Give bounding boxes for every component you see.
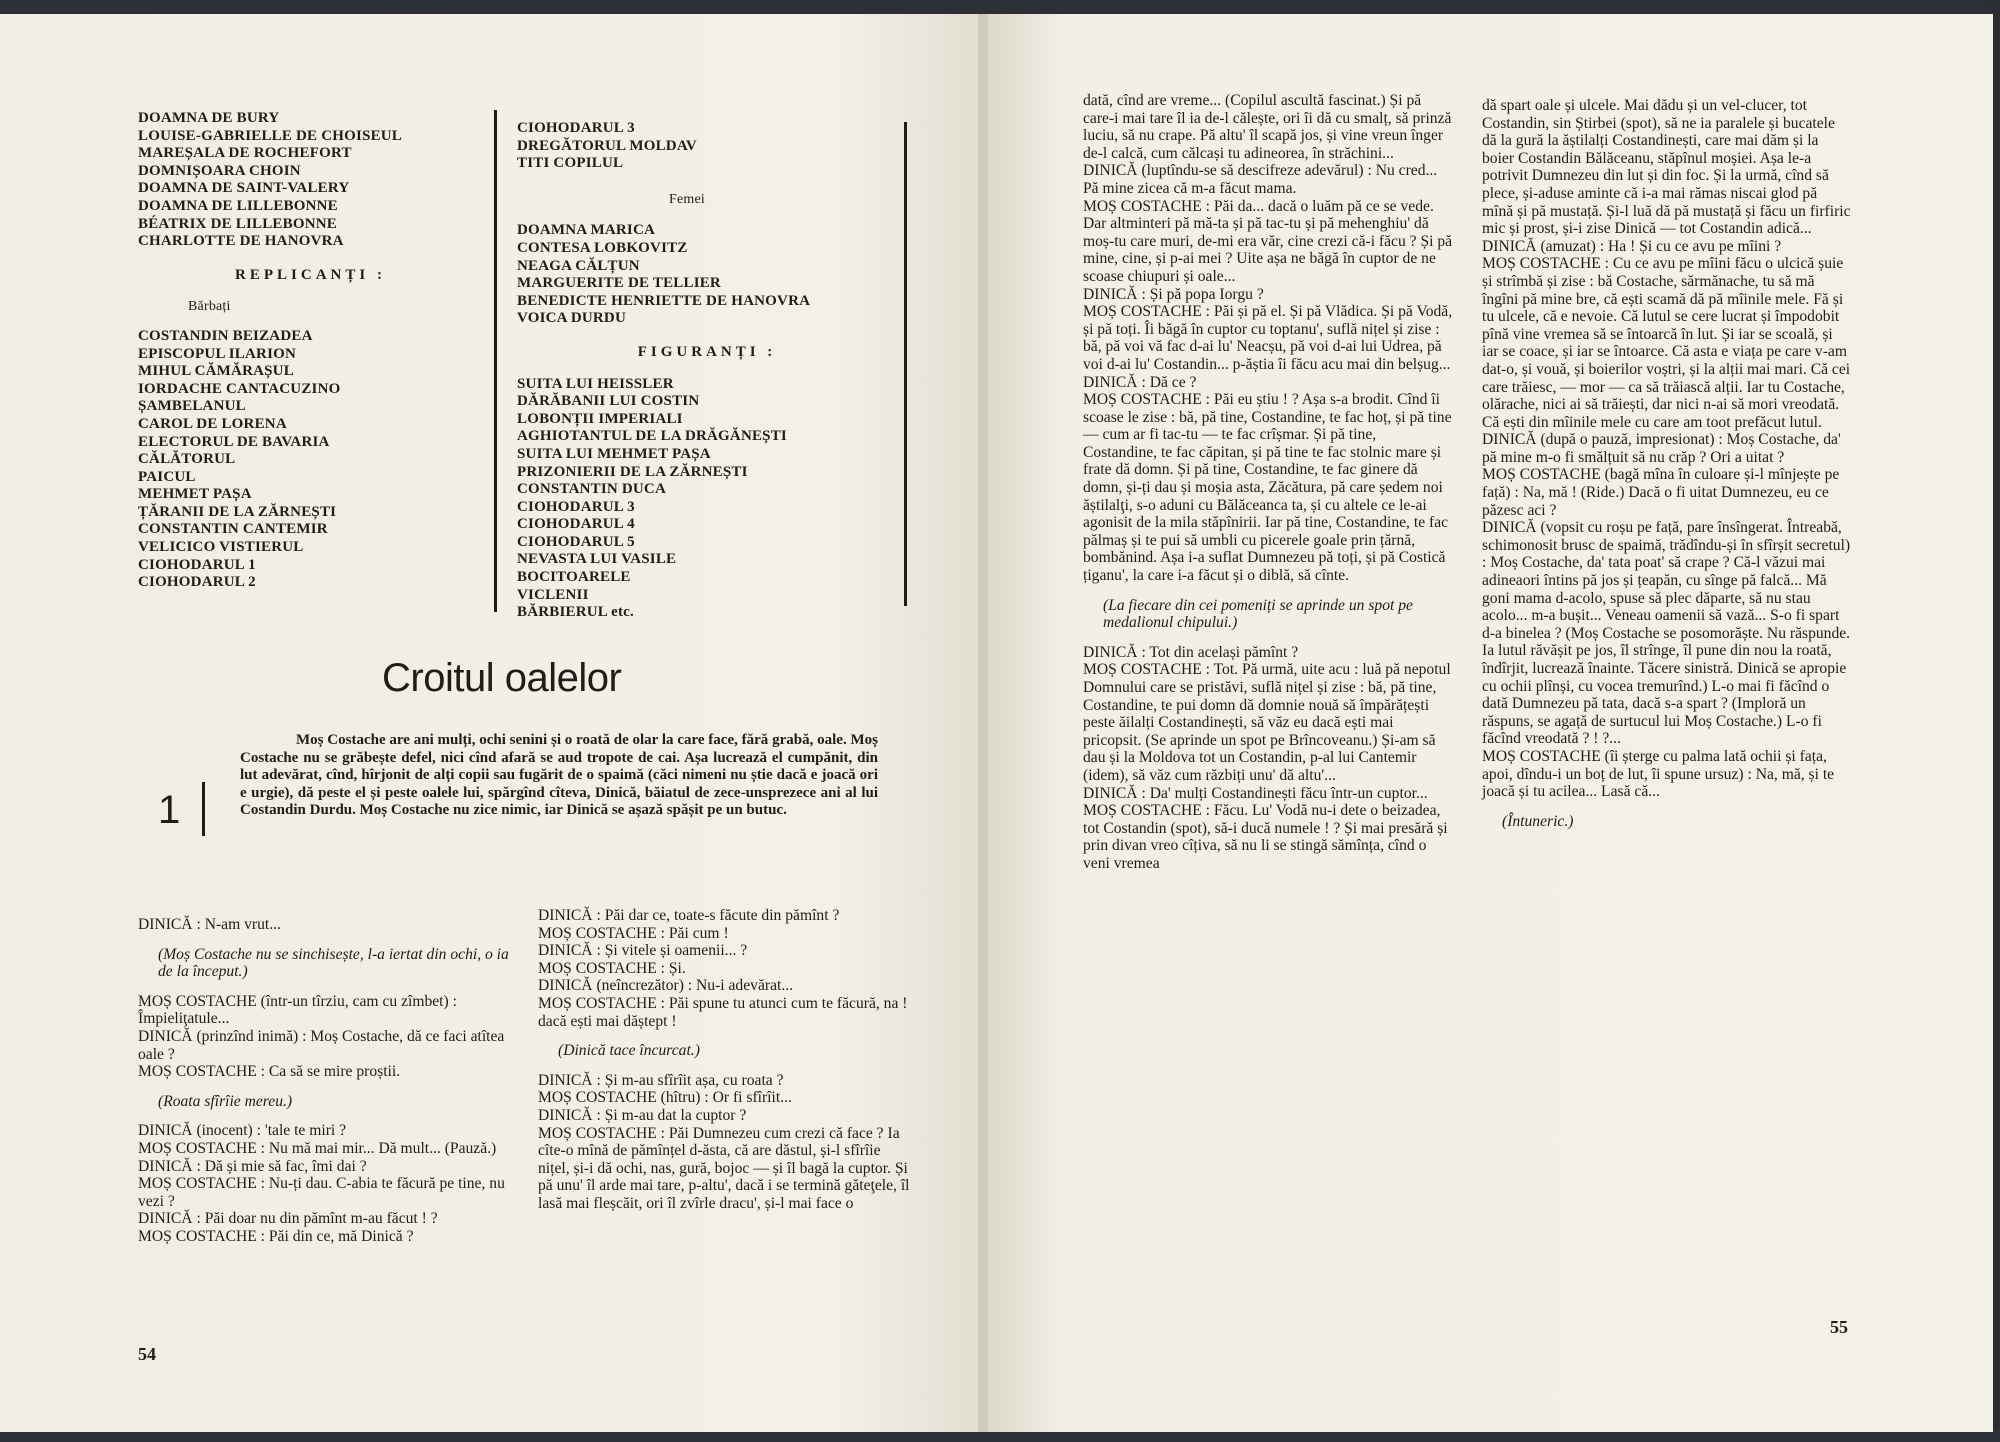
dialog-line: dată, cînd are vreme... (Copilul ascultă fascinat.) Și pă care-i mai tare îl ia de-l călește, ori îi dă cu smalț, să prinză luciu, să nu crape. Pă altu' îl scapă jos, și vine vreun înger de-l calcă, cum călcași tu adineorea, în străchini... [1083, 92, 1452, 162]
cast-entry: VICLENII [517, 586, 589, 603]
dialog-line: MOȘ COSTACHE : Cu ce avu pe mîini făcu o ulcică șuie și strîmbă și zise : bă Costache, sărmănache, tu să mă îngîni pă mine bre, că ești scamă dă pă mîinile mele. Fă și tu ulcele, că e nevoie. Că lutul se cere lucrat și împodobit pînă vine vremea să se întoarcă în lut. Și iar se scoală, și iar se coace, și iar se întoarce. Că asta e viața pe care v-am dat-o, și vouă, și boierilor voștri, și la alții mai mari. Că cei care trăiesc, — mor — ca să trăiască alții. Iar tu Costache, olărache, nici ai să trăiești, dar nici n-ai să mori vreodată. Că ești din mîinile mele cu care am toot prefăcut lutul. [1482, 255, 1851, 431]
cast-entry: PRIZONIERII DE LA ZĂRNEȘTI [517, 463, 748, 480]
cast-column-2 [517, 120, 897, 622]
cast-entry: NEAGA CĂLȚUN [517, 257, 640, 274]
cast-entry: AGHIOTANTUL DE LA DRĂGĂNEȘTI [517, 428, 787, 445]
cast-entry: CIOHODARUL 4 [517, 516, 635, 533]
replicanti-heading: REPLICANȚI : [235, 266, 386, 283]
cast-list-femei [517, 222, 897, 328]
dialog-line: MOȘ COSTACHE : Făcu. Lu' Vodă nu-i dete o beizadea, tot Costandin (spot), să-i ducă numele ! ? Și mai presără și prin divan vreo cîțiva, să nu li se stingă sămînța, cînd o veni vremea [1083, 802, 1448, 872]
cast-entry: IORDACHE CANTACUZINO [138, 380, 341, 397]
cast-right-rule [904, 122, 907, 606]
scene-number: 1 [158, 788, 181, 832]
stage-direction: (La fiecare din cei pomeniți se aprinde un spot pe medalionul chipului.) [1103, 596, 1413, 632]
figuranti-heading: FIGURANȚI : [637, 343, 777, 360]
dialog-line: MOȘ COSTACHE (hîtru) : Or fi sfîrîit... [538, 1089, 792, 1107]
cast-entry: DOAMNA DE BURY [138, 110, 280, 126]
cast-entry: COSTANDIN BEIZADEA [138, 327, 313, 344]
dialog-line: DINICĂ : Dă și mie să fac, îmi dai ? [138, 1157, 367, 1175]
cast-column-1 [138, 110, 483, 592]
dialog-line: MOȘ COSTACHE : Păi da... dacă o luăm pă ce se vede. Dar altminteri pă mă-ta și pă tac-tu și pă mehenghiu' dă moș-tu care muri, de-mi era văr, cine crezi că-i făcu ? Și pă mine, cine, și p-ai mei ? Uite așa ne băgă în cuptor de ne scoase chiupuri și oale... [1083, 197, 1453, 285]
cast-entry: DOAMNA DE LILLEBONNE [138, 197, 338, 214]
dialog-line: MOȘ COSTACHE : Păi din ce, mă Dinică ? [138, 1227, 414, 1245]
cast-entry: MEHMET PAȘA [138, 486, 252, 503]
cast-entry: CIOHODARUL 3 [517, 498, 635, 515]
dialog-line: DINICĂ : N-am vrut... [138, 916, 281, 933]
right-dialog-column-2 [1482, 97, 1852, 842]
cast-list-figuranti [517, 376, 897, 622]
scene-number-bar [202, 782, 205, 836]
stage-direction: (Dinică tace încurcat.) [558, 1042, 700, 1060]
cast-list-continued [517, 120, 897, 173]
dialog-line: DINICĂ : Și pă popa Iorgu ? [1083, 285, 1264, 303]
cast-entry: MAREȘALA DE ROCHEFORT [138, 145, 352, 162]
stage-direction: (Moș Costache nu se sinchisește, l-a iertat din ochi, o ia de la început.) [158, 945, 509, 981]
cast-entry: PAICUL [138, 468, 196, 485]
dialog-line: DINICĂ : Păi dar ce, toate-s făcute din pămînt ? [538, 907, 840, 924]
cast-entry: CAROL DE LORENA [138, 415, 287, 432]
dialog-line: MOȘ COSTACHE (bagă mîna în culoare și-l mînjește pe față) : Na, mă ! (Ride.) Dacă o fi uitat Dumnezeu, eu ce păzesc aci ? [1482, 466, 1840, 519]
cast-entry: MIHUL CĂMĂRAȘUL [138, 363, 294, 380]
cast-entry: EPISCOPUL ILARION [138, 345, 297, 362]
cast-column-divider [494, 110, 497, 612]
dialog-line: MOȘ COSTACHE : Păi cum ! [538, 924, 729, 942]
cast-entry: CHARLOTTE DE HANOVRA [138, 233, 344, 250]
dialog-line: MOȘ COSTACHE : Păi și pă el. Și pă Vlădica. Și pă Vodă, și pă toți. Îi băgă în cuptor cu toptanu', suflă nițel și zise : bă, pă voi vă fac d-ai lu' Neacșu, pă voi d-ai lui Udrea, pă voi d-ai lu' Costandin... p-ăștia îi făcu acu mai din belșug... [1083, 303, 1453, 373]
barbati-label: Bărbați [188, 299, 231, 315]
dialog-line: DINICĂ (inocent) : 'tale te miri ? [138, 1122, 347, 1140]
dialog-line: MOȘ COSTACHE (într-un tîrziu, cam cu zîmbet) : Împieliţatule... [138, 992, 457, 1028]
dialog-line: DINICĂ (prinzînd inimă) : Moș Costache, dă ce faci atîtea oale ? [138, 1027, 505, 1063]
cast-entry: DOAMNA MARICA [517, 222, 656, 239]
cast-entry: ȚĂRANII DE LA ZĂRNEȘTI [138, 503, 337, 520]
left-page [0, 14, 982, 1432]
cast-list-barbati [138, 328, 483, 592]
dialog-line: MOȘ COSTACHE : Nu mă mai mir... Dă mult... (Pauză.) [138, 1139, 497, 1157]
dialog-line: MOȘ COSTACHE : Păi eu știu ! ? Așa s-a brodit. Cînd îi scoase le zise : bă, pă tine, Costandine, te fac hoț, și pă tine — cum ar fi tac-tu — te fac crîșmar. Și pă tine, Costandine, te fac căpitan, și pă tine te fac stolnic mare și frate dă domn. Și pă tine, Costandine, te fac ginere dă domn, și-ți dau și moșia asta, Zăcătura, pă care ședem noi ăștilalţi, s-o aduni cu Bălăceanca ta, și cu altele ce le-ai agonisit de la mila stăpînirii. Iar pă tine, Costandine, te fac pălmaș și te pui să umbli cu picerele goale prin țărnă, bombănind. Așa i-a suflat Dumnezeu pă toți, și pă Costică țiganu', la care i-a făcut și o diblă, să cînte. [1083, 391, 1452, 585]
left-dialog-column-1 [138, 916, 510, 1246]
dialog-line: MOȘ COSTACHE : Și. [538, 959, 686, 977]
cast-entry: SUITA LUI MEHMET PAȘA [517, 445, 711, 462]
cast-entry: BÉATRIX DE LILLEBONNE [138, 215, 337, 232]
right-dialog-column-1 [1083, 92, 1453, 873]
cast-entry: CIOHODARUL 3 [517, 120, 635, 136]
dialog-line: MOȘ COSTACHE : Păi Dumnezeu cum crezi că face ? Ia cîte-o mînă de pămînțel d-ăsta, că are dăstul, și-l sfîrîie nițel, și-i dă ochi, nas, gură, bojoc — și îl bagă la cuptor. Și pă unu' îl arde mai tare, p-altu', dacă i se termină găteţele, îl lasă mai fleșcăit, ori îl zvîrle dracu', și-l mai face o [538, 1124, 910, 1212]
dialog-line: MOȘ COSTACHE : Tot. Pă urmă, uite acu : luă pă nepotul Domnului care se pristăvi, suflă nițel și zise : bă, pă tine, Costandine, te pui domn dă domnie nouă să împărățești peste ăilalți Costandinești, să văz eu dacă ești mai pricopsit. (Se aprinde un spot pe Brîncoveanu.) Și-am să dau și la Moldova tot un Costandin, p-al lui Cantemir (idem), să văz cum răzbiți unu' dă altu'... [1083, 661, 1451, 784]
cast-entry: ELECTORUL DE BAVARIA [138, 433, 330, 450]
stage-direction: (Roata sfîrîie mereu.) [158, 1092, 293, 1110]
dialog-line: DINICĂ (amuzat) : Ha ! Și cu ce avu pe mîini ? [1482, 237, 1782, 255]
cast-entry: SUITA LUI HEISSLER [517, 375, 674, 392]
dialog-line: DINICĂ : Dă ce ? [1083, 373, 1197, 391]
cast-entry: CĂLĂTORUL [138, 451, 236, 468]
dialog-line: DINICĂ : Și m-au dat la cuptor ? [538, 1106, 747, 1124]
cast-entry: CONSTANTIN DUCA [517, 481, 666, 498]
dialog-line: MOȘ COSTACHE : Ca să se mire proștii. [138, 1063, 401, 1081]
cast-entry: VOICA DURDU [517, 310, 626, 327]
cast-entry: CIOHODARUL 5 [517, 533, 635, 550]
play-title: Croitul oalelor [382, 656, 622, 700]
dialog-line: DINICĂ (după o pauză, impresionat) : Moș Costache, da' pă mine m-o fi smălțuit să nu crăp ? Ori a uitat ? [1482, 431, 1841, 466]
cast-entry: LOBONȚII IMPERIALI [517, 410, 683, 427]
cast-entry: CIOHODARUL 2 [138, 574, 256, 591]
dialog-line: DINICĂ : Și vitele și oamenii... ? [538, 942, 748, 960]
left-dialog-column-2 [538, 907, 910, 1213]
cast-entry: MARGUERITE DE TELLIER [517, 275, 721, 292]
dialog-line: DINICĂ : Și m-au sfîrîit așa, cu roata ? [538, 1071, 784, 1089]
cast-entry: LOUISE-GABRIELLE DE CHOISEUL [138, 127, 403, 144]
cast-entry: NEVASTA LUI VASILE [517, 551, 677, 568]
scene-intro: Moș Costache are ani mulți, ochi senini și o roată de olar la care face, fără grabă, oale. Moș Costache nu se grăbește defel, nici cînd afară se aud tropote de cai. Așa lucrează el cumpănit, din lut adevărat, cînd, hîrjonit de alți copii sau fugărit de o spaimă (căci nimeni nu știe dacă e joacă ori e urgie), dă peste el și peste oalele lui, spărgînd cîteva, Dinică, băiatul de zece-unsprezece ani al lui Costandin Durdu. Moș Costache nu zice nimic, iar Dinică se așază spășit pe un butuc. [240, 732, 878, 819]
dialog-line: DINICĂ (luptîndu-se să descifreze adevărul) : Nu cred... Pă mine zicea că m-a făcut mama. [1083, 162, 1438, 197]
cast-entry: DOAMNA DE SAINT-VALERY [138, 180, 350, 197]
cast-entry: DREGĂTORUL MOLDAV [517, 137, 697, 154]
femei-label: Femei [669, 191, 705, 207]
dialog-line: DINICĂ (neîncrezător) : Nu-i adevărat... [538, 977, 794, 995]
cast-entry: BOCITOARELE [517, 569, 631, 586]
cast-entry: CIOHODARUL 1 [138, 556, 256, 573]
cast-entry: ȘAMBELANUL [138, 398, 246, 415]
dialog-line: MOȘ COSTACHE (îi șterge cu palma lată ochii și fața, apoi, dîndu-i un boț de lut, îi spune ursuz) : Na, mă, și te joacă și tu acilea... Lasă că... [1482, 747, 1835, 801]
cast-entry: CONSTANTIN CANTEMIR [138, 521, 328, 538]
cast-entry: VELICICO VISTIERUL [138, 539, 304, 556]
dialog-line: dă spart oale și ulcele. Mai dădu și un vel-clucer, tot Costandin, sin Știrbei (spot), să ne ia paralele și bucatele dă la gură la ăștilalți Costandinești, care mai dăm și la boier Costandin Bălăceanu, stăpînul moșiei. Așa le-a potrivit Dumnezeu din lut și din foc. Și la urmă, cînd să plece, și-aduse aminte că i-a mai rămas niscai glod pă mînă și pă mustață. Și-l luă dă pă mustață și făcu un firfiric mic și prost, și-i zise Dinică — tot Costandin adică... [1482, 97, 1851, 238]
cast-entry: DĂRĂBANII LUI COSTIN [517, 393, 700, 410]
dialog-line: MOȘ COSTACHE : Nu-ți dau. C-abia te făcură pe tine, nu vezi ? [138, 1175, 505, 1210]
page-number-right: 55 [1830, 1317, 1848, 1337]
cast-entry: CONTESA LOBKOVITZ [517, 239, 688, 256]
cast-entry: DOMNIȘOARA CHOIN [138, 162, 301, 179]
cast-list-main [138, 110, 483, 251]
dialog-line: DINICĂ : Păi doar nu din pămînt m-au făcut ! ? [138, 1210, 438, 1228]
dialog-line: DINICĂ : Da' mulți Costandinești făcu într-un cuptor... [1083, 784, 1428, 802]
dialog-line: DINICĂ : Tot din același pămînt ? [1083, 643, 1299, 661]
cast-entry: TITI COPILUL [517, 155, 624, 172]
right-page [988, 14, 1993, 1432]
page-number-left: 54 [138, 1344, 156, 1364]
stage-direction: (Întuneric.) [1502, 812, 1574, 830]
dialog-line: MOȘ COSTACHE : Păi spune tu atunci cum te făcură, na ! dacă ești mai dăștept ! [538, 994, 908, 1030]
cast-entry: BĂRBIERUL etc. [517, 604, 634, 621]
cast-entry: BENEDICTE HENRIETTE DE HANOVRA [517, 292, 811, 309]
dialog-line: DINICĂ (vopsit cu roșu pe față, pare însîngerat. Întreabă, schimonosit brusc de spaimă, trădîndu-și în sfîrșit secretul) : Moș Costache, da' tata poat' să crape ? Că-l văzui mai adineaori întins pă jos și țeapăn, cu sînge pă falcă... Mă goni mama d-acolo, spuse să plec dăparte, să nu stau acolo... m-a bușit... Veneau oamenii să vază... S-o fi spart d-a binelea ? (Moș Costache se posomorăște. Nu răspunde. Ia lutul răvășit pe jos, îl strînge, îl pune din nou la roată, îndîrjit, lucrează înainte. Tăcere sinistră. Dinică se apropie cu ochii plînși, cu vocea tremurînd.) L-o mai fi făcînd o dată Dumnezeu pă tata, dacă s-a spart ? (Imploră un răspuns, se agață de surtucul lui Moș Costache.) L-o fi făcînd vreodată ? ! ?... [1482, 519, 1851, 748]
